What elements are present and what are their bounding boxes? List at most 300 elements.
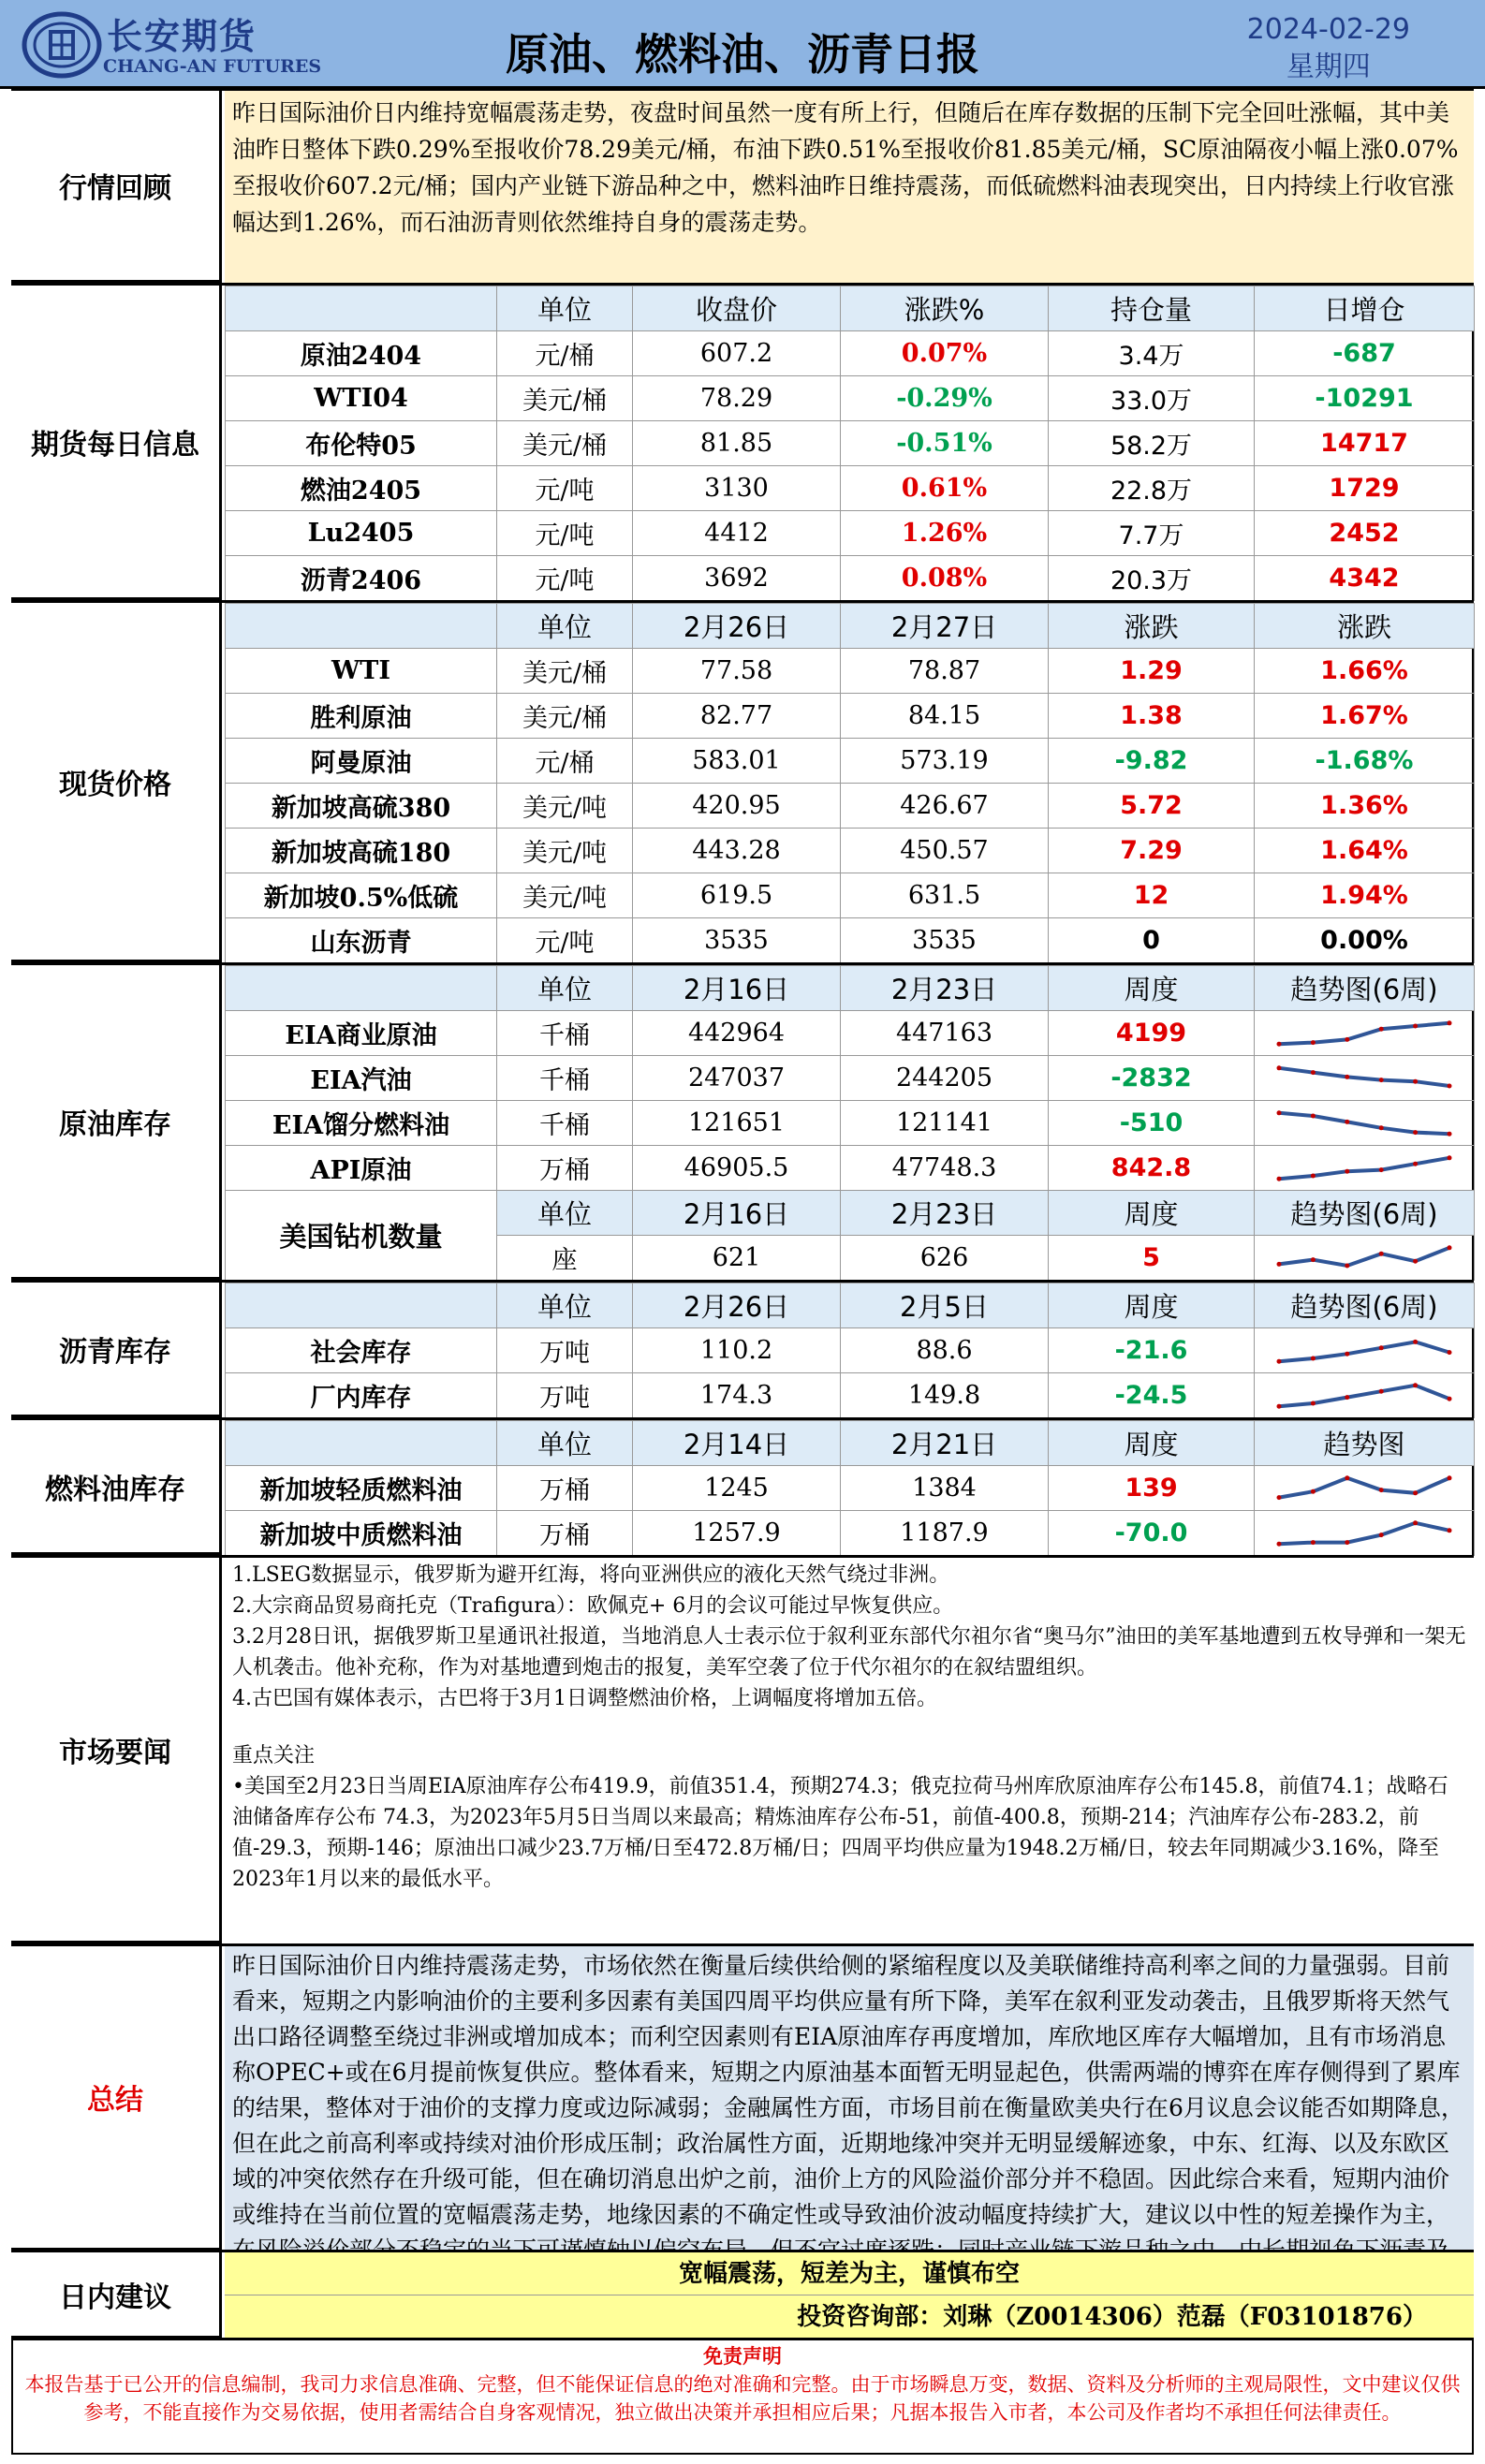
- trend-cell: [1255, 1056, 1475, 1101]
- column-header: 周度: [1049, 1283, 1255, 1328]
- price-day2: 426.67: [841, 784, 1049, 829]
- table-row: [226, 829, 1475, 873]
- item-name: 新加坡轻质燃料油: [226, 1466, 497, 1511]
- disclaimer: [11, 2340, 1474, 2455]
- trend-point: [1448, 1131, 1452, 1136]
- column-header: 单位: [497, 1421, 633, 1466]
- column-header: 趋势图(6周): [1255, 1283, 1475, 1328]
- unit: 元/吨: [497, 466, 633, 511]
- column-header: [226, 286, 497, 331]
- column-header: 2月27日: [841, 604, 1049, 649]
- review-label: 行情回顾: [11, 91, 222, 283]
- price-day1: 583.01: [633, 739, 841, 784]
- unit: 千桶: [497, 1011, 633, 1056]
- column-header: 2月23日: [841, 1191, 1049, 1236]
- trend-cell: [1255, 1373, 1475, 1418]
- column-header: 2月14日: [633, 1421, 841, 1466]
- trend-cell: [1255, 1328, 1475, 1373]
- futures-table: [225, 286, 1475, 601]
- trend-point: [1277, 1541, 1282, 1546]
- close-price: 3130: [633, 466, 841, 511]
- product-name: WTI: [226, 649, 497, 694]
- column-header: [226, 966, 497, 1011]
- value-period2: 88.6: [841, 1328, 1049, 1373]
- value-period1: 46905.5: [633, 1146, 841, 1191]
- trend-sparkline: [1275, 1332, 1453, 1370]
- column-header: [226, 1421, 497, 1466]
- price-change-percent: 1.66%: [1255, 649, 1475, 694]
- trend-point: [1311, 1401, 1316, 1405]
- trend-point: [1413, 1161, 1418, 1166]
- close-price: 4412: [633, 511, 841, 556]
- trend-point: [1277, 1261, 1282, 1266]
- report-date: 2024-02-29: [1246, 13, 1410, 46]
- price-day1: 3535: [633, 918, 841, 963]
- change-percent: 0.08%: [841, 556, 1049, 601]
- weekly-change: -21.6: [1049, 1328, 1255, 1373]
- close-price: 607.2: [633, 331, 841, 376]
- unit: 美元/吨: [497, 784, 633, 829]
- trend-line: [1279, 1157, 1449, 1178]
- unit: 千桶: [497, 1056, 633, 1101]
- table-row: [226, 376, 1475, 421]
- price-change-percent: 1.36%: [1255, 784, 1475, 829]
- trend-point: [1345, 1168, 1349, 1173]
- column-header: 单位: [497, 604, 633, 649]
- value-period1: 1245: [633, 1466, 841, 1511]
- change-percent: -0.29%: [841, 376, 1049, 421]
- table-row: [226, 873, 1475, 918]
- news-label: 市场要闻: [11, 1558, 222, 1943]
- asphalt-inventory-table: [225, 1283, 1475, 1418]
- unit: 万吨: [497, 1373, 633, 1418]
- item-name: 厂内库存: [226, 1373, 497, 1418]
- column-header: 单位: [497, 1191, 633, 1236]
- trend-sparkline: [1275, 1239, 1453, 1277]
- column-header: 趋势图(6周): [1255, 1191, 1475, 1236]
- unit: 万桶: [497, 1146, 633, 1191]
- trend-sparkline: [1275, 1515, 1453, 1552]
- value-period2: 1187.9: [841, 1511, 1049, 1556]
- value-period2: 447163: [841, 1011, 1049, 1056]
- trend-point: [1448, 1350, 1452, 1355]
- table-row: [226, 1011, 1475, 1056]
- table-header-row: [226, 1283, 1475, 1328]
- table-row: [226, 1146, 1475, 1191]
- table-row: [226, 1101, 1475, 1146]
- product-name: 新加坡0.5%低硫: [226, 873, 497, 918]
- unit: 座: [497, 1236, 633, 1281]
- column-header: 涨跌: [1049, 604, 1255, 649]
- trend-sparkline: [1275, 1015, 1453, 1052]
- disclaimer-title: 免责声明: [703, 2344, 782, 2368]
- unit: 美元/桶: [497, 694, 633, 739]
- logo-english-name: CHANG-AN FUTURES: [103, 56, 322, 77]
- value-period1: 121651: [633, 1101, 841, 1146]
- price-day1: 82.77: [633, 694, 841, 739]
- table-row: [226, 1373, 1475, 1418]
- column-header: 2月16日: [633, 1191, 841, 1236]
- trend-cell: [1255, 1236, 1475, 1281]
- value-period2: 47748.3: [841, 1146, 1049, 1191]
- trend-point: [1345, 1036, 1349, 1041]
- daily-oi-change: 4342: [1255, 556, 1475, 601]
- trend-point: [1448, 1396, 1452, 1401]
- contract-name: 沥青2406: [226, 556, 497, 601]
- price-day2: 78.87: [841, 649, 1049, 694]
- table-row: [226, 511, 1475, 556]
- column-header: 趋势图(6周): [1255, 966, 1475, 1011]
- crude-inventory-table: [225, 965, 1475, 1281]
- contract-name: 布伦特05: [226, 421, 497, 466]
- value-period1: 110.2: [633, 1328, 841, 1373]
- trend-point: [1311, 1540, 1316, 1545]
- open-interest: 3.4万: [1049, 331, 1255, 376]
- trend-point: [1413, 1520, 1418, 1525]
- open-interest: 7.7万: [1049, 511, 1255, 556]
- trend-point: [1448, 1083, 1452, 1088]
- unit: 美元/桶: [497, 421, 633, 466]
- table-row: [226, 331, 1475, 376]
- value-period1: 247037: [633, 1056, 841, 1101]
- table-row: [226, 784, 1475, 829]
- news-item: 3.2月28日讯，据俄罗斯卫星通讯社报道，当地消息人士表示位于叙利亚东部代尔祖尔省“奥马尔”油田的美军基地遭到五枚导弹和一架无人机袭击。他补充称，作为对基地遭到炮击的报复，美军空袭了位于代尔祖尔的在叙结盟组织。: [232, 1625, 1466, 1679]
- product-name: 胜利原油: [226, 694, 497, 739]
- trend-point: [1379, 1488, 1384, 1492]
- table-header-row: [226, 604, 1475, 649]
- trend-point: [1311, 1257, 1316, 1262]
- price-change: 1.38: [1049, 694, 1255, 739]
- price-change: 7.29: [1049, 829, 1255, 873]
- column-header: 周度: [1049, 966, 1255, 1011]
- column-header: 日增仓: [1255, 286, 1475, 331]
- trend-point: [1277, 1403, 1282, 1408]
- item-name: EIA商业原油: [226, 1011, 497, 1056]
- trend-point: [1379, 1078, 1384, 1082]
- table-row: [226, 1056, 1475, 1101]
- contract-name: 原油2404: [226, 331, 497, 376]
- change-percent: -0.51%: [841, 421, 1049, 466]
- column-header: 收盘价: [633, 286, 841, 331]
- item-name: 新加坡中质燃料油: [226, 1511, 497, 1556]
- trend-point: [1311, 1489, 1316, 1493]
- trend-point: [1448, 1528, 1452, 1533]
- news-item: 4.古巴国有媒体表示，古巴将于3月1日调整燃油价格，上调幅度将增加五倍。: [232, 1687, 937, 1710]
- price-day1: 619.5: [633, 873, 841, 918]
- price-day1: 443.28: [633, 829, 841, 873]
- report-weekday: 星期四: [1286, 51, 1371, 83]
- trend-point: [1277, 1358, 1282, 1363]
- trend-point: [1379, 1026, 1384, 1031]
- value-period2: 244205: [841, 1056, 1049, 1101]
- contract-name: 燃油2405: [226, 466, 497, 511]
- unit: 美元/桶: [497, 376, 633, 421]
- price-change: 12: [1049, 873, 1255, 918]
- rig-header-row: [226, 1191, 1475, 1236]
- open-interest: 20.3万: [1049, 556, 1255, 601]
- close-price: 81.85: [633, 421, 841, 466]
- open-interest: 33.0万: [1049, 376, 1255, 421]
- table-row: [226, 918, 1475, 963]
- price-day1: 420.95: [633, 784, 841, 829]
- weekly-change: 4199: [1049, 1011, 1255, 1056]
- column-header: 趋势图: [1255, 1421, 1475, 1466]
- trend-point: [1277, 1495, 1282, 1500]
- column-header: 周度: [1049, 1191, 1255, 1236]
- news-item: 1.LSEG数据显示，俄罗斯为避开红海，将向亚洲供应的液化天然气绕过非洲。: [232, 1563, 950, 1587]
- review-text: 昨日国际油价日内维持宽幅震荡走势，夜盘时间虽然一度有所上行，但随后在库存数据的压制下完全回吐涨幅，其中美油昨日整体下跌0.29%至报收价78.29美元/桶，布油下跌0.51%至报收价81.85美元/桶，SC原油隔夜小幅上涨0.07%至报收价607.2元/桶；国内产业链下游品种之中，燃料油昨日维持震荡，而低硫燃料油表现突出，日内持续上行收官涨幅达到1.26%，而石油沥青则依然维持自身的震荡走势。: [225, 91, 1474, 283]
- price-day2: 631.5: [841, 873, 1049, 918]
- value-period1: 174.3: [633, 1373, 841, 1418]
- price-change-percent: 0.00%: [1255, 918, 1475, 963]
- trend-cell: [1255, 1146, 1475, 1191]
- fuel-oil-inventory-table: [225, 1420, 1475, 1556]
- trend-point: [1277, 1176, 1282, 1181]
- fuel-oil-inventory-label: 燃料油库存: [11, 1420, 222, 1555]
- crude-inventory-label: 原油库存: [11, 965, 222, 1280]
- trend-point: [1345, 1395, 1349, 1400]
- news-block: [225, 1558, 1474, 1943]
- trend-line: [1279, 1342, 1449, 1361]
- trend-line: [1279, 1247, 1449, 1265]
- news-item: 2.大宗商品贸易商托克（Trafigura）：欧佩克+ 6月的会议可能过早恢复供应。: [232, 1594, 954, 1618]
- advice-label: 日内建议: [11, 2252, 222, 2339]
- summary-label: 总结: [11, 1946, 222, 2251]
- price-change-percent: 1.94%: [1255, 873, 1475, 918]
- trend-point: [1345, 1351, 1349, 1356]
- unit: 元/吨: [497, 511, 633, 556]
- trend-line: [1279, 1522, 1449, 1543]
- trend-point: [1379, 1167, 1384, 1172]
- column-header: 2月26日: [633, 604, 841, 649]
- contract-name: WTI04: [226, 376, 497, 421]
- price-day1: 77.58: [633, 649, 841, 694]
- trend-point: [1448, 1475, 1452, 1480]
- item-name: EIA汽油: [226, 1056, 497, 1101]
- trend-point: [1345, 1540, 1349, 1545]
- trend-sparkline: [1275, 1470, 1453, 1507]
- trend-point: [1345, 1074, 1349, 1078]
- trend-point: [1345, 1119, 1349, 1123]
- item-name: 社会库存: [226, 1328, 497, 1373]
- column-header: 2月16日: [633, 966, 841, 1011]
- item-name: EIA馏分燃料油: [226, 1101, 497, 1146]
- column-header: 单位: [497, 966, 633, 1011]
- value-period1: 1257.9: [633, 1511, 841, 1556]
- disclaimer-text: 本报告基于已公开的信息编制，我司力求信息准确、完整，但不能保证信息的绝对准确和完整。由于市场瞬息万变，数据、资料及分析师的主观局限性，文中建议仅供参考，不能直接作为交易依据，使用者需结合自身客观情况，独立做出决策并承担相应后果；凡据本报告入市者，本公司及作者均不承担任何法律责任。: [24, 2373, 1461, 2424]
- trend-point: [1448, 1020, 1452, 1025]
- change-percent: 0.61%: [841, 466, 1049, 511]
- table-row: [226, 739, 1475, 784]
- trend-point: [1277, 1041, 1282, 1046]
- column-header: 周度: [1049, 1421, 1255, 1466]
- unit: 美元/吨: [497, 829, 633, 873]
- weekly-change: 139: [1049, 1466, 1255, 1511]
- daily-oi-change: -10291: [1255, 376, 1475, 421]
- trend-point: [1345, 1475, 1349, 1480]
- product-name: 阿曼原油: [226, 739, 497, 784]
- unit: 千桶: [497, 1101, 633, 1146]
- value-period2: 149.8: [841, 1373, 1049, 1418]
- column-header: [226, 1283, 497, 1328]
- column-header: 2月26日: [633, 1283, 841, 1328]
- price-change: 1.29: [1049, 649, 1255, 694]
- weekly-change: -24.5: [1049, 1373, 1255, 1418]
- table-row: [226, 1328, 1475, 1373]
- trend-point: [1413, 1078, 1418, 1083]
- column-header: [226, 604, 497, 649]
- spot-table: [225, 603, 1475, 963]
- price-change: 0: [1049, 918, 1255, 963]
- asphalt-inventory-label: 沥青库存: [11, 1283, 222, 1417]
- trend-sparkline: [1275, 1105, 1453, 1142]
- trend-line: [1279, 1067, 1449, 1085]
- unit: 元/吨: [497, 918, 633, 963]
- contract-name: Lu2405: [226, 511, 497, 556]
- open-interest: 22.8万: [1049, 466, 1255, 511]
- table-header-row: [226, 1421, 1475, 1466]
- table-row: [226, 694, 1475, 739]
- price-change-percent: 1.67%: [1255, 694, 1475, 739]
- product-name: 新加坡高硫380: [226, 784, 497, 829]
- unit: 美元/吨: [497, 873, 633, 918]
- report-header: [0, 0, 1485, 89]
- report-title: 原油、燃料油、沥青日报: [506, 29, 979, 80]
- unit: 美元/桶: [497, 649, 633, 694]
- change-percent: 0.07%: [841, 331, 1049, 376]
- table-header-row: [226, 286, 1475, 331]
- column-header: 单位: [497, 286, 633, 331]
- trend-line: [1279, 1385, 1449, 1405]
- table-row: [226, 556, 1475, 601]
- trend-line: [1279, 1477, 1449, 1497]
- unit: 万桶: [497, 1466, 633, 1511]
- trend-point: [1311, 1040, 1316, 1045]
- focus-text: •美国至2月23日当周EIA原油库存公布419.9，前值351.4，预期274.3；俄克拉荷马州库欣原油库存公布145.8，前值74.1；战略石油储备库存公布 74.3，为2023年5月5日当周以来最高；精炼油库存公布-51，前值-400.8，预期-214；汽油库存公布-283.2，前值-29.3，预期-146；原油出口减少23.7万桶/日至472.8万桶/日；四周平均供应量为1948.2万桶/日，较去年同期减少3.16%，降至2023年1月以来的最低水平。: [232, 1775, 1448, 1891]
- table-row: [226, 421, 1475, 466]
- price-change: 5.72: [1049, 784, 1255, 829]
- weekly-change: -510: [1049, 1101, 1255, 1146]
- trend-sparkline: [1275, 1377, 1453, 1415]
- advice-text: 宽幅震荡，短差为主，谨慎布空: [225, 2252, 1474, 2295]
- trend-point: [1311, 1356, 1316, 1360]
- trend-point: [1311, 1113, 1316, 1118]
- value-period2: 626: [841, 1236, 1049, 1281]
- daily-oi-change: 14717: [1255, 421, 1475, 466]
- trend-cell: [1255, 1511, 1475, 1556]
- trend-cell: [1255, 1011, 1475, 1056]
- daily-oi-change: 2452: [1255, 511, 1475, 556]
- trend-point: [1311, 1070, 1316, 1075]
- close-price: 78.29: [633, 376, 841, 421]
- trend-sparkline: [1275, 1150, 1453, 1187]
- column-header: 2月23日: [841, 966, 1049, 1011]
- trend-cell: [1255, 1466, 1475, 1511]
- price-day2: 3535: [841, 918, 1049, 963]
- value-period2: 1384: [841, 1466, 1049, 1511]
- weekly-change: 5: [1049, 1236, 1255, 1281]
- trend-point: [1379, 1125, 1384, 1130]
- trend-point: [1413, 1023, 1418, 1028]
- daily-oi-change: 1729: [1255, 466, 1475, 511]
- table-row: [226, 649, 1475, 694]
- value-period2: 121141: [841, 1101, 1049, 1146]
- column-header: 涨跌%: [841, 286, 1049, 331]
- trend-point: [1413, 1130, 1418, 1135]
- open-interest: 58.2万: [1049, 421, 1255, 466]
- summary-text: 昨日国际油价日内维持震荡走势，市场依然在衡量后续供给侧的紧缩程度以及美联储维持高利率之间的力量强弱。目前看来，短期之内影响油价的主要利多因素有美国四周平均供应量有所下降，美军在叙利亚发动袭击，且俄罗斯将天然气出口路径调整至绕过非洲或增加成本；而利空因素则有EIA原油库存再度增加，库欣地区库存大幅增加，且有市场消息称OPEC+或在6月提前恢复供应。整体看来，短期之内原油基本面暂无明显起色，供需两端的博弈在库存侧得到了累库的结果，整体对于油价的支撑力度或边际减弱；金融属性方面，市场目前在衡量欧美央行在6月议息会议能否如期降息，但在此之前高利率或持续对油价形成压制；政治属性方面，近期地缘冲突并无明显缓解迹象，中东、红海、以及东欧区域的冲突依然存在升级可能，但在确切消息出炉之前，油价上方的风险溢价部分并不稳固。因此综合来看，短期内油价或维持在当前位置的宽幅震荡走势，地缘因素的不确定性或导致油价波动幅度持续扩大，建议以中性的短差操作为主，: [225, 1946, 1474, 2251]
- price-change-percent: 1.64%: [1255, 829, 1475, 873]
- trend-point: [1413, 1383, 1418, 1387]
- price-day2: 84.15: [841, 694, 1049, 739]
- unit: 元/桶: [497, 739, 633, 784]
- column-header: 持仓量: [1049, 286, 1255, 331]
- daily-oi-change: -687: [1255, 331, 1475, 376]
- rig-count-name: 美国钻机数量: [226, 1191, 497, 1281]
- trend-line: [1279, 1112, 1449, 1133]
- trend-point: [1379, 1251, 1384, 1255]
- trend-point: [1311, 1173, 1316, 1178]
- table-header-row: [226, 966, 1475, 1011]
- unit: 元/桶: [497, 331, 633, 376]
- news-list: [232, 1560, 1466, 1714]
- spot-label: 现货价格: [11, 603, 222, 962]
- trend-cell: [1255, 1101, 1475, 1146]
- unit: 万吨: [497, 1328, 633, 1373]
- column-header: 2月5日: [841, 1283, 1049, 1328]
- table-row: [226, 1511, 1475, 1556]
- price-change-percent: -1.68%: [1255, 739, 1475, 784]
- unit: 万桶: [497, 1511, 633, 1556]
- futures-label: 期货每日信息: [11, 286, 222, 600]
- price-change: -9.82: [1049, 739, 1255, 784]
- table-row: [226, 1466, 1475, 1511]
- focus-title: 重点关注: [232, 1744, 316, 1767]
- value-period1: 442964: [633, 1011, 841, 1056]
- trend-point: [1379, 1345, 1384, 1350]
- product-name: 山东沥青: [226, 918, 497, 963]
- price-day2: 450.57: [841, 829, 1049, 873]
- trend-sparkline: [1275, 1060, 1453, 1097]
- trend-point: [1448, 1155, 1452, 1160]
- advisor-credit: 投资咨询部：刘琳（Z0014306）范磊（F03101876）: [225, 2295, 1474, 2339]
- trend-line: [1279, 1022, 1449, 1043]
- table-row: [226, 466, 1475, 511]
- weekly-change: -70.0: [1049, 1511, 1255, 1556]
- item-name: API原油: [226, 1146, 497, 1191]
- value-period1: 621: [633, 1236, 841, 1281]
- weekly-change: 842.8: [1049, 1146, 1255, 1191]
- trend-point: [1379, 1533, 1384, 1537]
- trend-point: [1277, 1065, 1282, 1070]
- column-header: 涨跌: [1255, 604, 1475, 649]
- trend-point: [1413, 1258, 1418, 1263]
- trend-point: [1277, 1110, 1282, 1115]
- price-day2: 573.19: [841, 739, 1049, 784]
- trend-point: [1448, 1245, 1452, 1250]
- product-name: 新加坡高硫180: [226, 829, 497, 873]
- trend-point: [1413, 1490, 1418, 1495]
- unit: 元/吨: [497, 556, 633, 601]
- column-header: 2月21日: [841, 1421, 1049, 1466]
- close-price: 3692: [633, 556, 841, 601]
- column-header: 单位: [497, 1283, 633, 1328]
- change-percent: 1.26%: [841, 511, 1049, 556]
- trend-point: [1345, 1263, 1349, 1268]
- weekly-change: -2832: [1049, 1056, 1255, 1101]
- trend-point: [1413, 1339, 1418, 1343]
- logo-chinese-name: 长安期货: [107, 16, 257, 57]
